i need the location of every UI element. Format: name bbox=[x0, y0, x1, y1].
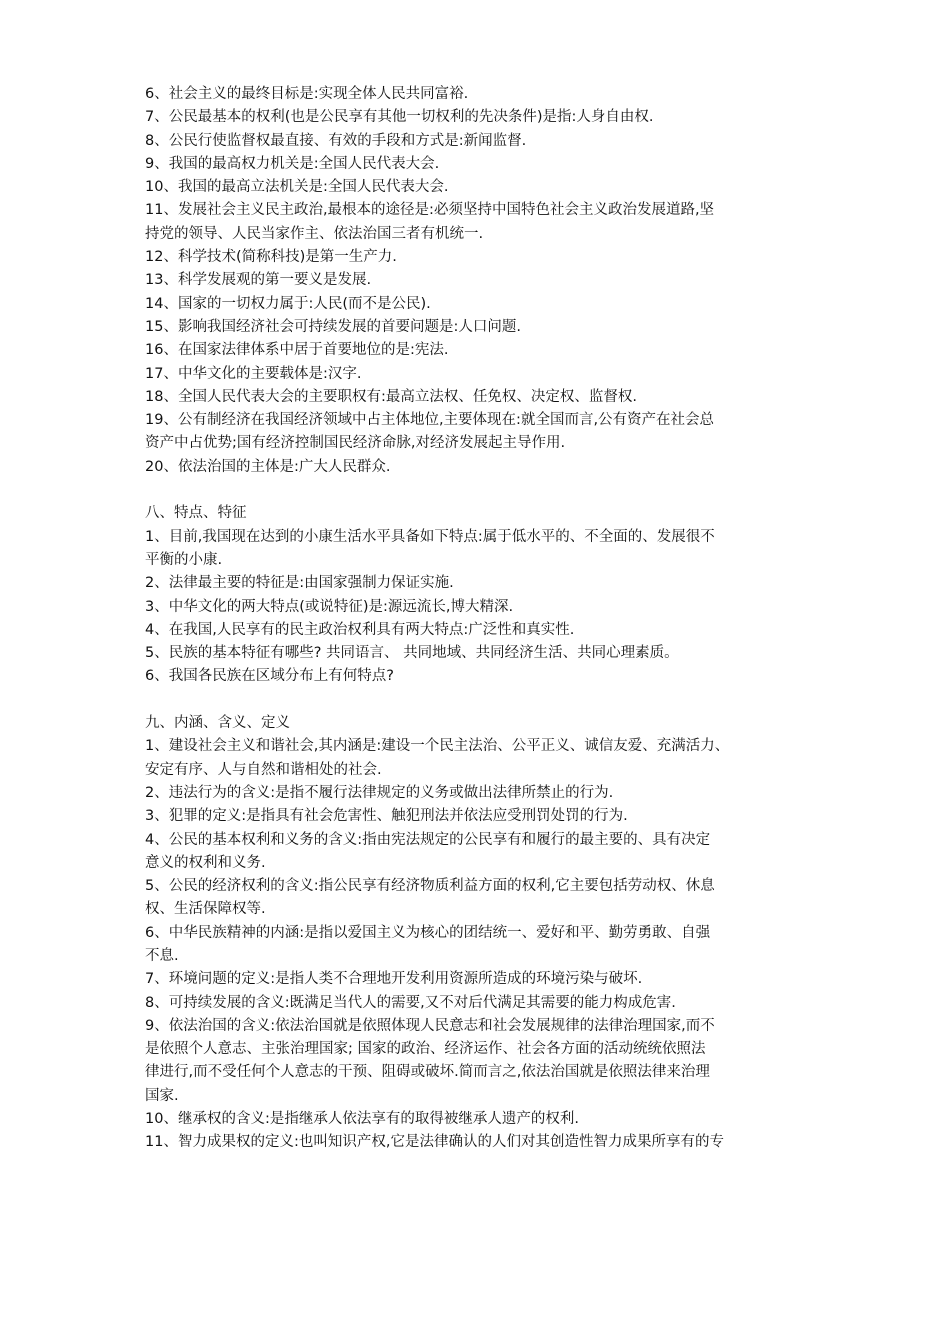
text-line: 19、公有制经济在我国经济领域中占主体地位,主要体现在:就全国而言,公有资产在社会总 bbox=[145, 412, 715, 429]
text-line: 11、发展社会主义民主政治,最根本的途径是:必须坚持中国特色社会主义政治发展道路,坚 bbox=[145, 202, 715, 219]
text-line: 9、我国的最高权力机关是:全国人民代表大会. bbox=[145, 155, 440, 172]
text-line: 平衡的小康. bbox=[145, 551, 223, 568]
text-line: 5、公民的经济权利的含义:指公民享有经济物质利益方面的权利,它主要包括劳动权、休息 bbox=[145, 878, 715, 895]
text-line: 13、科学发展观的第一要义是发展. bbox=[145, 272, 372, 289]
section-heading: 九、内涵、含义、定义 bbox=[145, 715, 290, 732]
text-line: 7、公民最基本的权利(也是公民享有其他一切权利的先决条件)是指:人身自由权. bbox=[145, 109, 654, 126]
text-line: 4、公民的基本权利和义务的含义:指由宪法规定的公民享有和履行的最主要的、具有决定 bbox=[145, 831, 711, 848]
text-line: 不息. bbox=[145, 947, 179, 964]
text-line: 18、全国人民代表大会的主要职权有:最高立法权、任免权、决定权、监督权. bbox=[145, 388, 637, 405]
paragraph-gap bbox=[145, 689, 825, 712]
paragraph-gap bbox=[145, 479, 825, 502]
section-heading: 八、特点、特征 bbox=[145, 505, 247, 522]
text-line: 7、环境问题的定义:是指人类不合理地开发利用资源所造成的环境污染与破坏. bbox=[145, 971, 643, 988]
text-line: 国家. bbox=[145, 1087, 179, 1104]
text-line: 资产中占优势;国有经济控制国民经济命脉,对经济发展起主导作用. bbox=[145, 435, 566, 452]
text-line: 安定有序、人与自然和谐相处的社会. bbox=[145, 761, 382, 778]
text-line: 意义的权利和义务. bbox=[145, 854, 266, 871]
text-line: 16、在国家法律体系中居于首要地位的是:宪法. bbox=[145, 342, 449, 359]
text-line: 11、智力成果权的定义:也叫知识产权,它是法律确认的人们对其创造性智力成果所享有的专 bbox=[145, 1134, 724, 1151]
text-line: 10、我国的最高立法机关是:全国人民代表大会. bbox=[145, 179, 449, 196]
text-line: 9、依法治国的含义:依法治国就是依照体现人民意志和社会发展规律的法律治理国家,而不 bbox=[145, 1017, 715, 1034]
text-line: 20、依法治国的主体是:广大人民群众. bbox=[145, 458, 391, 475]
text-line: 6、我国各民族在区域分布上有何特点? bbox=[145, 668, 394, 685]
text-line: 15、影响我国经济社会可持续发展的首要问题是:人口问题. bbox=[145, 318, 521, 335]
text-line: 5、民族的基本特征有哪些? 共同语言、 共同地域、共同经济生活、共同心理素质。 bbox=[145, 645, 679, 662]
text-line: 17、中华文化的主要载体是:汉字. bbox=[145, 365, 362, 382]
text-line: 1、目前,我国现在达到的小康生活水平具备如下特点:属于低水平的、不全面的、发展很不 bbox=[145, 528, 715, 545]
text-line: 2、违法行为的含义:是指不履行法律规定的义务或做出法律所禁止的行为. bbox=[145, 784, 614, 801]
text-line: 3、犯罪的定义:是指具有社会危害性、触犯刑法并依法应受刑罚处罚的行为. bbox=[145, 808, 628, 825]
text-line: 4、在我国,人民享有的民主政治权利具有两大特点:广泛性和真实性. bbox=[145, 621, 575, 638]
text-line: 14、国家的一切权力属于:人民(而不是公民). bbox=[145, 295, 431, 312]
text-line: 1、建设社会主义和谐社会,其内涵是:建设一个民主法治、公平正义、诚信友爱、充满活力、 bbox=[145, 738, 730, 755]
document-body bbox=[145, 83, 825, 1155]
text-line: 8、可持续发展的含义:既满足当代人的需要,又不对后代满足其需要的能力构成危害. bbox=[145, 994, 676, 1011]
text-line: 6、社会主义的最终目标是:实现全体人民共同富裕. bbox=[145, 86, 469, 102]
text-line: 3、中华文化的两大特点(或说特征)是:源远流长,博大精深. bbox=[145, 598, 514, 615]
text-line: 权、生活保障权等. bbox=[145, 901, 266, 918]
text-line: 10、继承权的含义:是指继承人依法享有的取得被继承人遗产的权利. bbox=[145, 1111, 579, 1128]
text-line: 持党的领导、人民当家作主、依法治国三者有机统一. bbox=[145, 225, 484, 242]
text-line: 是依照个人意志、主张治理国家; 国家的政治、经济运作、社会各方面的活动统统依照法 bbox=[145, 1041, 706, 1058]
text-line: 12、科学技术(简称科技)是第一生产力. bbox=[145, 249, 397, 266]
text-line: 2、法律最主要的特征是:由国家强制力保证实施. bbox=[145, 575, 454, 592]
text-line: 6、中华民族精神的内涵:是指以爱国主义为核心的团结统一、爱好和平、勤劳勇敢、自强 bbox=[145, 924, 711, 941]
text-line: 8、公民行使监督权最直接、有效的手段和方式是:新闻监督. bbox=[145, 132, 527, 149]
text-line: 律进行,而不受任何个人意志的干预、阻碍或破坏.简而言之,依法治国就是依照法律来治理 bbox=[145, 1064, 710, 1081]
